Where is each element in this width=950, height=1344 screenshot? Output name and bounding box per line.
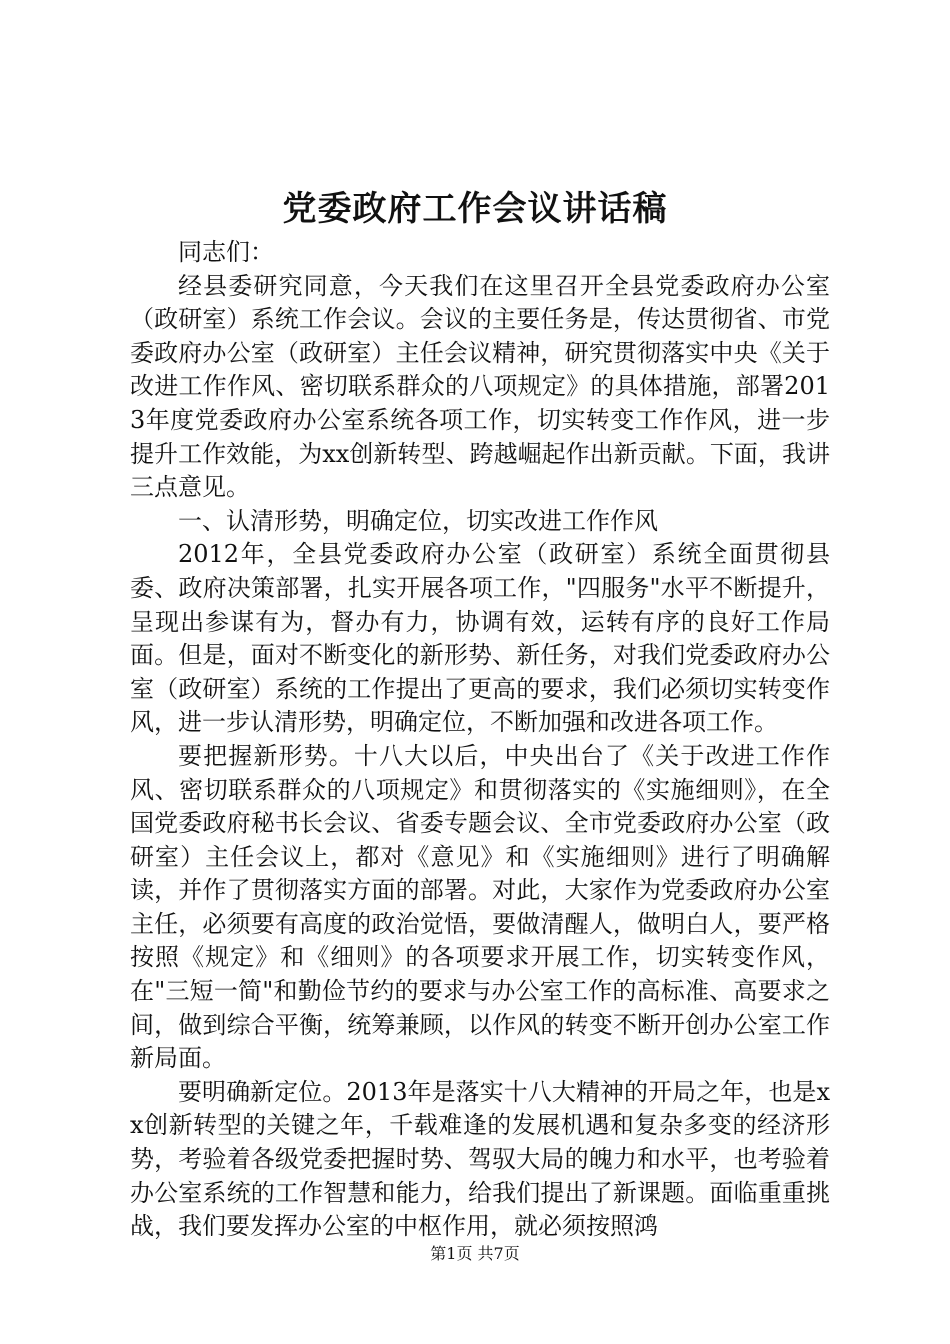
document-body [130,236,830,1244]
salutation-paragraph: 同志们： [178,238,274,266]
body-paragraph-2012: 2012年，全县党委政府办公室（政研室）系统全面贯彻县委、政府决策部署，扎实开展各项工作，"四服务"水平不断提升，呈现出参谋有为，督办有力，协调有效，运转有序的良好工作局面。但是，面对不断变化的新形势、新任务，对我们党委政府办公室（政研室）系统的工作提出了更高的要求，我们必须切实转变作风，进一步认清形势，明确定位，不断加强和改进各项工作。 [130,540,830,737]
body-paragraph-new-positioning: 要明确新定位。2013年是落实十八大精神的开局之年，也是xx创新转型的关键之年，千载难逢的发展机遇和复杂多变的经济形势，考验着各级党委把握时势、驾驭大局的魄力和水平，也考验着办公室系统的工作智慧和能力，给我们提出了新课题。面临重重挑战，我们要发挥办公室的中枢作用，就必须按照鸿 [130,1077,830,1241]
intro-paragraph: 经县委研究同意，今天我们在这里召开全县党委政府办公室（政研室）系统工作会议。会议的主要任务是，传达贯彻省、市党委政府办公室（政研室）主任会议精神，研究贯彻落实中央《关于改进工作作风、密切联系群众的八项规定》的具体措施，部署2013年度党委政府办公室系统各项工作，切实转变工作作风，进一步提升工作效能，为xx创新转型、跨越崛起作出新贡献。下面，我讲三点意见。 [130,271,830,502]
body-paragraph-new-situation: 要把握新形势。十八大以后，中央出台了《关于改进工作作风、密切联系群众的八项规定》和贯彻落实的《实施细则》，在全国党委政府秘书长会议、省委专题会议、全市党委政府办公室（政研室）主任会议上，都对《意见》和《实施细则》进行了明确解读，并作了贯彻落实方面的部署。对此，大家作为党委政府办公室主任，必须要有高度的政治觉悟，要做清醒人，做明白人，要严格按照《规定》和《细则》的各项要求开展工作，切实转变作风，在"三短一简"和勤俭节约的要求与办公室工作的高标准、高要求之间，做到综合平衡，统筹兼顾，以作风的转变不断开创办公室工作新局面。 [130,741,830,1073]
section-heading-1: 一、认清形势，明确定位，切实改进工作作风 [178,506,658,535]
page-footer: 第1页 共7页 [430,1244,520,1263]
document-title: 党委政府工作会议讲话稿 [282,189,668,229]
